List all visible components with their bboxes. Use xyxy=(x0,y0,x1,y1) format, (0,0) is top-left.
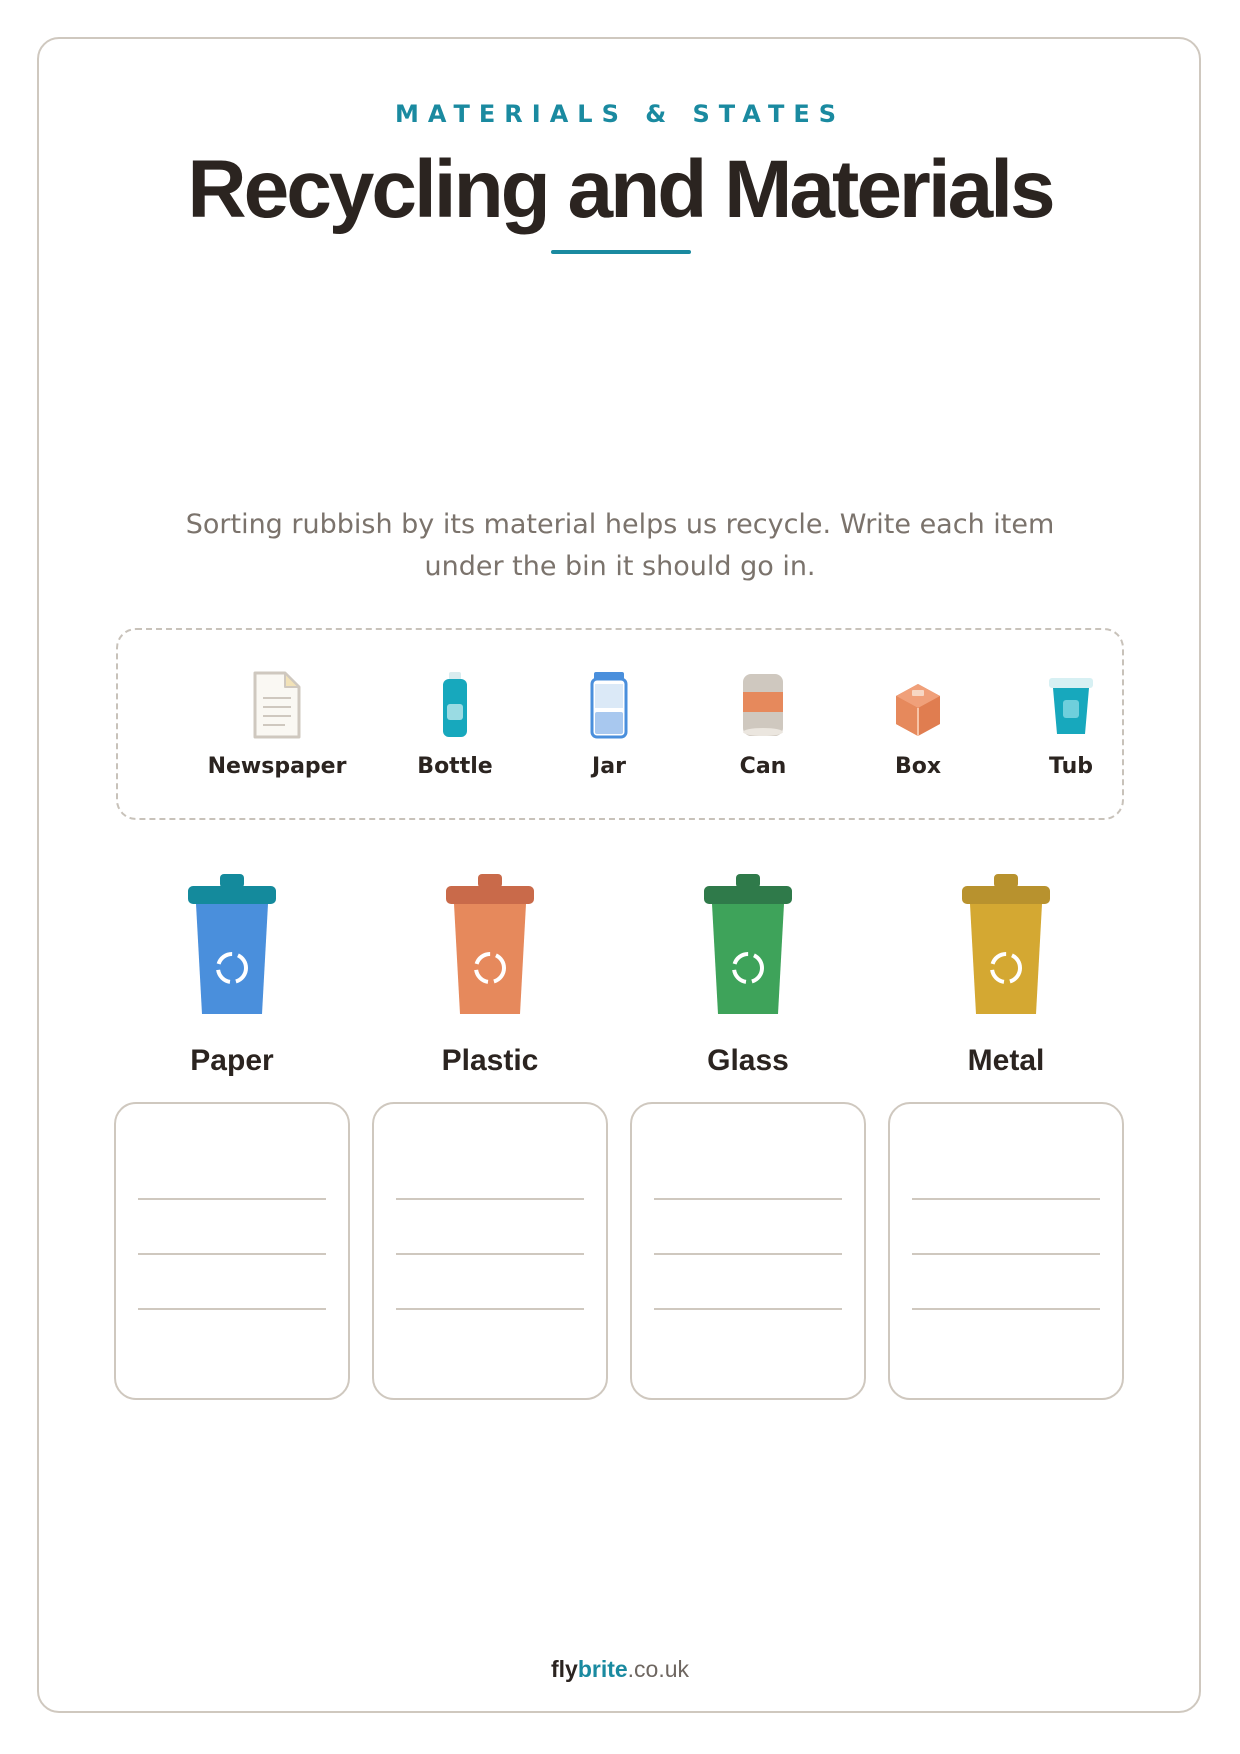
item-can xyxy=(688,670,838,779)
bin-paper xyxy=(117,872,347,1078)
bin-label: Plastic xyxy=(441,1044,539,1077)
writing-line[interactable] xyxy=(396,1198,584,1200)
writing-line[interactable] xyxy=(396,1253,584,1255)
item-label: Tub xyxy=(1049,754,1093,779)
recycling-bin-icon xyxy=(958,872,1054,1018)
item-label: Box xyxy=(894,754,942,779)
brand-brite: brite xyxy=(577,1656,628,1682)
writing-line[interactable] xyxy=(654,1198,842,1200)
item-tub xyxy=(996,670,1146,779)
answer-box-paper[interactable] xyxy=(114,1102,350,1400)
section-eyebrow: MATERIALS & STATES xyxy=(394,100,846,128)
item-label: Can xyxy=(739,754,787,779)
instructions xyxy=(150,504,1090,588)
writing-line[interactable] xyxy=(912,1198,1100,1200)
recycling-bin-icon xyxy=(700,872,796,1018)
writing-line[interactable] xyxy=(654,1308,842,1310)
brand-fly: fly xyxy=(550,1656,578,1682)
answer-box-glass[interactable] xyxy=(630,1102,866,1400)
item-jar xyxy=(534,670,684,779)
writing-line[interactable] xyxy=(138,1308,326,1310)
box-icon xyxy=(890,670,946,740)
bin-glass xyxy=(633,872,863,1078)
footer-brand xyxy=(0,1656,1240,1683)
recycling-bin-icon xyxy=(184,872,280,1018)
writing-line[interactable] xyxy=(912,1308,1100,1310)
page-title: Recycling and Materials xyxy=(187,144,1053,235)
writing-line[interactable] xyxy=(138,1198,326,1200)
answer-box-metal[interactable] xyxy=(888,1102,1124,1400)
brand-domain: .co.uk xyxy=(627,1656,690,1682)
writing-line[interactable] xyxy=(396,1308,584,1310)
bin-label: Paper xyxy=(190,1044,274,1077)
writing-line[interactable] xyxy=(654,1253,842,1255)
can-icon xyxy=(738,670,788,740)
item-bottle xyxy=(380,670,530,779)
item-label: Jar xyxy=(592,754,626,779)
item-label: Bottle xyxy=(417,754,493,779)
answer-box-plastic[interactable] xyxy=(372,1102,608,1400)
recycling-bin-icon xyxy=(442,872,538,1018)
bin-label: Glass xyxy=(707,1044,789,1077)
instructions-line-1: Sorting rubbish by its material helps us recycle. Write each item xyxy=(185,509,1055,540)
newspaper-icon xyxy=(252,670,302,740)
bin-metal xyxy=(891,872,1121,1078)
instructions-line-2: under the bin it should go in. xyxy=(424,551,816,582)
bottle-icon xyxy=(430,670,480,740)
bin-label: Metal xyxy=(967,1044,1045,1077)
jar-icon xyxy=(584,670,634,740)
item-newspaper xyxy=(202,670,352,779)
tub-icon xyxy=(1046,670,1096,740)
title-underline xyxy=(551,250,691,254)
bin-plastic xyxy=(375,872,605,1078)
writing-line[interactable] xyxy=(912,1253,1100,1255)
item-label: Newspaper xyxy=(207,754,347,779)
writing-line[interactable] xyxy=(138,1253,326,1255)
item-bank xyxy=(116,628,1124,820)
item-box xyxy=(843,670,993,779)
